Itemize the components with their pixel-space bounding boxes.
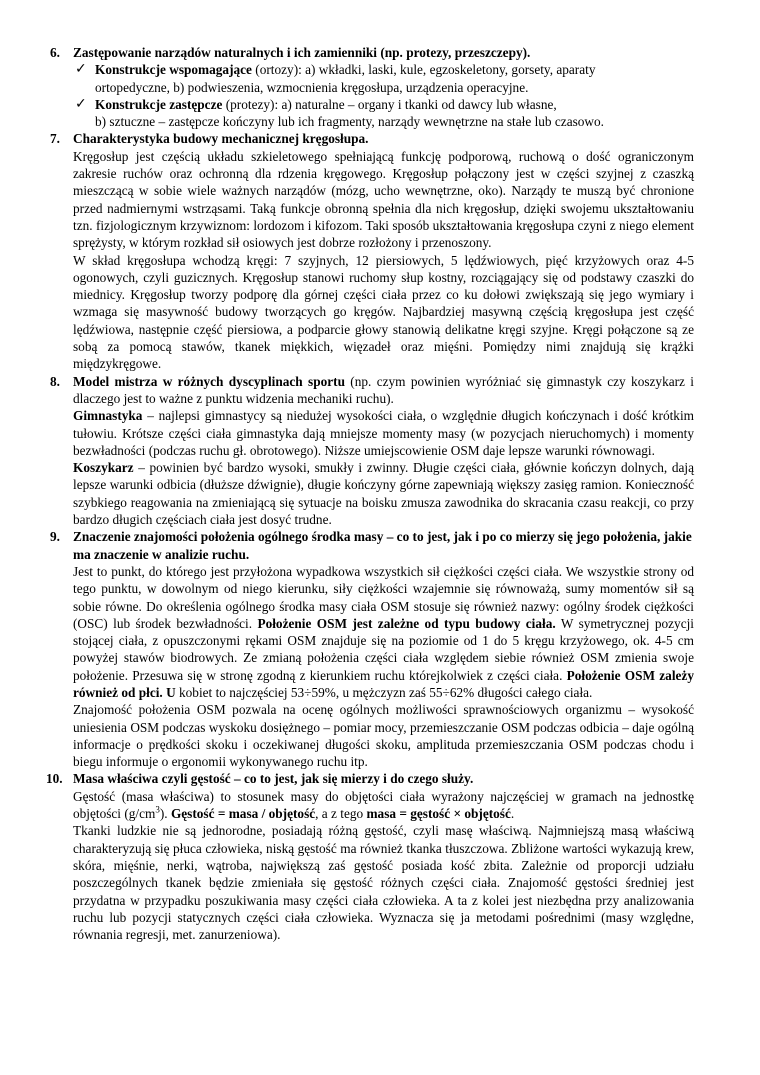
section-6 — [50, 44, 694, 130]
section-10-title: Masa właściwa czyli gęstość – co to jest, jak się mierzy i do czego służy. — [73, 771, 474, 787]
bullet-protezy-continuation: b) sztuczne – zastępcze kończyny lub ich fragmenty, narządy wewnętrzne na stałe lub czasowo. — [95, 114, 604, 130]
section-7-paragraph-1: Kręgosłup jest częścią układu szkieletowego spełniającą funkcję podporową, ruchową o dość ograniczonym zakresie ruchów oraz ochronną dla rdzenia kręgowego. Kręgosłup połączony jest w części szyjnej z czaszką mieszczącą w sobie wiele ważnych narządów (mózg, ucho wewnętrzne, oko). Narządy te muszą być chronione przed nadmiernymi wstrząsami. Taką funkcje obronną spełnia dla nich kręgosłup, dzięki swojemu ukształtowaniu tzn. fizjologicznym krzywiznom: lordozom i kifozom. Taki sposób ukształtowania kręgosłupa czyni z niego element sprężysty, w którym rozkład sił osiowych jest dobrze rozłożony i przenoszony. — [73, 148, 694, 251]
bullet-ortozy-text: (ortozy): a) wkładki, laski, kule, egzoskeletony, gorsety, aparaty — [251, 62, 596, 78]
section-7-number: 7. — [50, 131, 60, 147]
section-6-title: Zastępowanie narządów naturalnych i ich zamienniki (np. protezy, przeszczepy). — [73, 45, 531, 60]
bullet-protezy-term: Konstrukcje zastępcze — [95, 96, 223, 112]
section-9-bold-b: Położenie OSM jest zależne od typu budowy ciała. — [257, 615, 556, 631]
density-text-d: , a z tego — [315, 806, 367, 822]
section-9-paragraph-1 — [73, 563, 694, 701]
density-text-b: ). — [159, 806, 171, 822]
section-7-title: Charakterystyka budowy mechanicznej kręgosłupa. — [73, 131, 369, 147]
section-9-heading — [50, 528, 694, 563]
density-formula: Gęstość = masa / objętość — [170, 806, 316, 822]
section-9-text-c: W symetrycznej pozycji stojącej ciała, z opuszczonymi rękami OSM znajduje się na poziomie od 1 do 5 kręgu krzyżowego, ok. 4-5 cm powyżej stawów biodrowych. Ze zmianą położenia części ciała względem siebie również OSM zmienia swoje położenie. Przesuwa się w stronę zgodną z kierunkiem ruchu którejkolwiek z części ciała. — [73, 615, 694, 683]
section-8-title-rest: (np. czym powinien wyróżniać się gimnastyk czy koszykarz i dlaczego jest to ważne z punktu widzenia mechaniki ruchu). — [73, 373, 694, 406]
section-9-paragraph-2: Znajomość położenia OSM pozwala na ocenę ogólnych możliwości sprawnościowych organizmu – wysokość uniesienia OSM podczas wyskoku dosiężnego – pomiar mocy, przemieszczanie OSM podczas odbicia – daje ogólną informacje o prędkości skoku i oczekiwanej długości skoku, amplituda przemieszczania OSM podczas chodu i biegu informuje o ergonomii wykonywanego ruchu itp. — [73, 702, 694, 770]
section-7-paragraph-2: W skład kręgosłupa wchodzą kręgi: 7 szyjnych, 12 piersiowych, 5 lędźwiowych, pięć krzyżowych oraz 4-5 ogonowych, czyli guzicznych. Kręgosłup stanowi ruchomy słup kostny, rozciągający się od podstawy czaszki do miednicy. Kręgosłup tworzy podporę dla górnej części ciała przez co ku dołowi zwiększają się jego wymiary i wzmaga się masywność budowy tworzących go kręgów. Najbardziej masywną częścią kręgosłupa jest część lędźwiowa, następnie część piersiowa, a podparcie głowy stanowią delikatne kręgi szyjne. Kręgi połączone są ze sobą za pomocą stawów, tkanek miękkich, więzadeł oraz mięśni. Pomiędzy nimi znajdują się krążki międzykręgowe. — [73, 252, 694, 372]
section-8-heading — [50, 373, 694, 408]
section-7-heading — [50, 130, 694, 147]
section-10-heading — [46, 770, 694, 787]
section-10 — [46, 770, 694, 943]
section-9-text-e: kobiet to najczęściej 53÷59%, u mężczyzn zaś 55÷62% długości całego ciała. — [175, 684, 593, 700]
gymnastics-text: – najlepsi gimnastycy są niedużej wysokości ciała, o względnie długich kończynach i dość krótkim tułowiu. Krótsze części ciała gimnastyka dają mniejsze momenty masy (w pozycjach nieruchomych) i momenty bezwładności (podczas ruchu gł. obrotowego). Niższe umiejscowienie OSM daje lepsze warunki równowagi. — [73, 408, 694, 458]
bullet-protezy — [73, 96, 694, 113]
checkmark-icon: ✓ — [75, 95, 87, 112]
bullet-ortozy-continuation: ortopedyczne, b) podwieszenia, wzmocnienia kręgosłupa, urządzenia operacyjne. — [95, 79, 529, 95]
bullet-ortozy — [73, 61, 694, 78]
section-8-basketball — [73, 459, 694, 528]
section-10-number: 10. — [46, 771, 63, 787]
section-9-number: 9. — [50, 529, 60, 545]
section-9-bold-d: Położenie OSM zależy również od płci. U — [73, 667, 694, 700]
gymnastics-term: Gimnastyka — [73, 408, 143, 424]
section-7 — [50, 130, 694, 372]
section-8-gymnastics — [73, 407, 694, 459]
section-9 — [50, 528, 694, 770]
section-6-heading — [50, 44, 694, 61]
mass-formula: masa = gęstość × objętość — [366, 806, 511, 822]
section-6-number: 6. — [50, 45, 60, 60]
density-superscript: 3 — [155, 804, 160, 815]
basketball-text: – powinien być bardzo wysoki, smukły i zwinny. Długie części ciała, głównie kończyn dolnych, dają lepsze warunki odbicia (dłuższe dźwignie), długie kończyny górne zapewniają większy zasięg ramion. Konieczność szybkiego reagowania na zmieniającą się sytuacje na boisku zmusza zawodnika do skracania czasu reakcji, co przy bardzo długich częściach ciała jest dosyć trudne. — [73, 460, 694, 528]
basketball-term: Koszykarz — [73, 460, 134, 476]
section-8-number: 8. — [50, 373, 60, 389]
section-10-paragraph-1 — [73, 788, 694, 823]
density-text-f: . — [510, 806, 515, 822]
section-8-title: Model mistrza w różnych dyscyplinach sportu — [73, 373, 345, 389]
section-9-title: Znaczenie znajomości położenia ogólnego środka masy – co to jest, jak i po co mierzy się jego położenia, jakie ma znaczenie w analizie ruchu. — [73, 529, 692, 562]
bullet-protezy-text: (protezy): a) naturalne – organy i tkanki od dawcy lub własne, — [222, 96, 557, 112]
checkmark-icon: ✓ — [75, 61, 87, 78]
bullet-ortozy-term: Konstrukcje wspomagające — [95, 62, 252, 78]
section-10-paragraph-2: Tkanki ludzkie nie są jednorodne, posiadają różną gęstość, czyli masę właściwą. Najmniejszą masą właściwą charakteryzują się płuca człowieka, niską gęstość ma również tkanka tłuszczowa. Zbliżone wartości wykazują krew, skóra, mięśnie, nerki, wątroba, największą zaś gęstość posiada kość zbita. Zależnie od proporcji udziału poszczególnych tkanek będzie zmieniała się gęstość różnych części ciała. Znajomość gęstości średniej jest przydatna w przypadku poszukiwania masy części ciała człowieka. A ta z kolei jest niezbędna przy analizowania ruchu lub pozycji statycznych części ciała człowieka. Wyznacza się ja metodami pośrednimi (masy względne, równania regresji, met. zanurzeniowa). — [73, 823, 694, 943]
section-8 — [50, 373, 694, 529]
density-text-a: Gęstość (masa właściwa) to stosunek masy do objętości ciała wyrażony najczęściej w gramach na jednostkę objętości (g/cm — [73, 788, 694, 822]
section-9-text-a: Jest to punkt, do którego jest przyłożona wypadkowa wszystkich sił ciężkości części ciała. We wszystkie strony od tego punktu, w dowolnym od niego kierunku, siły ciężkości wzajemnie się równoważą, sumy momentów sił są sobie równe. Do określenia ogólnego środka masy ciała OSM stosuje się również nazwy: ogólny środek ciężkości (OSC) lub środek bezwładności. — [73, 563, 694, 631]
